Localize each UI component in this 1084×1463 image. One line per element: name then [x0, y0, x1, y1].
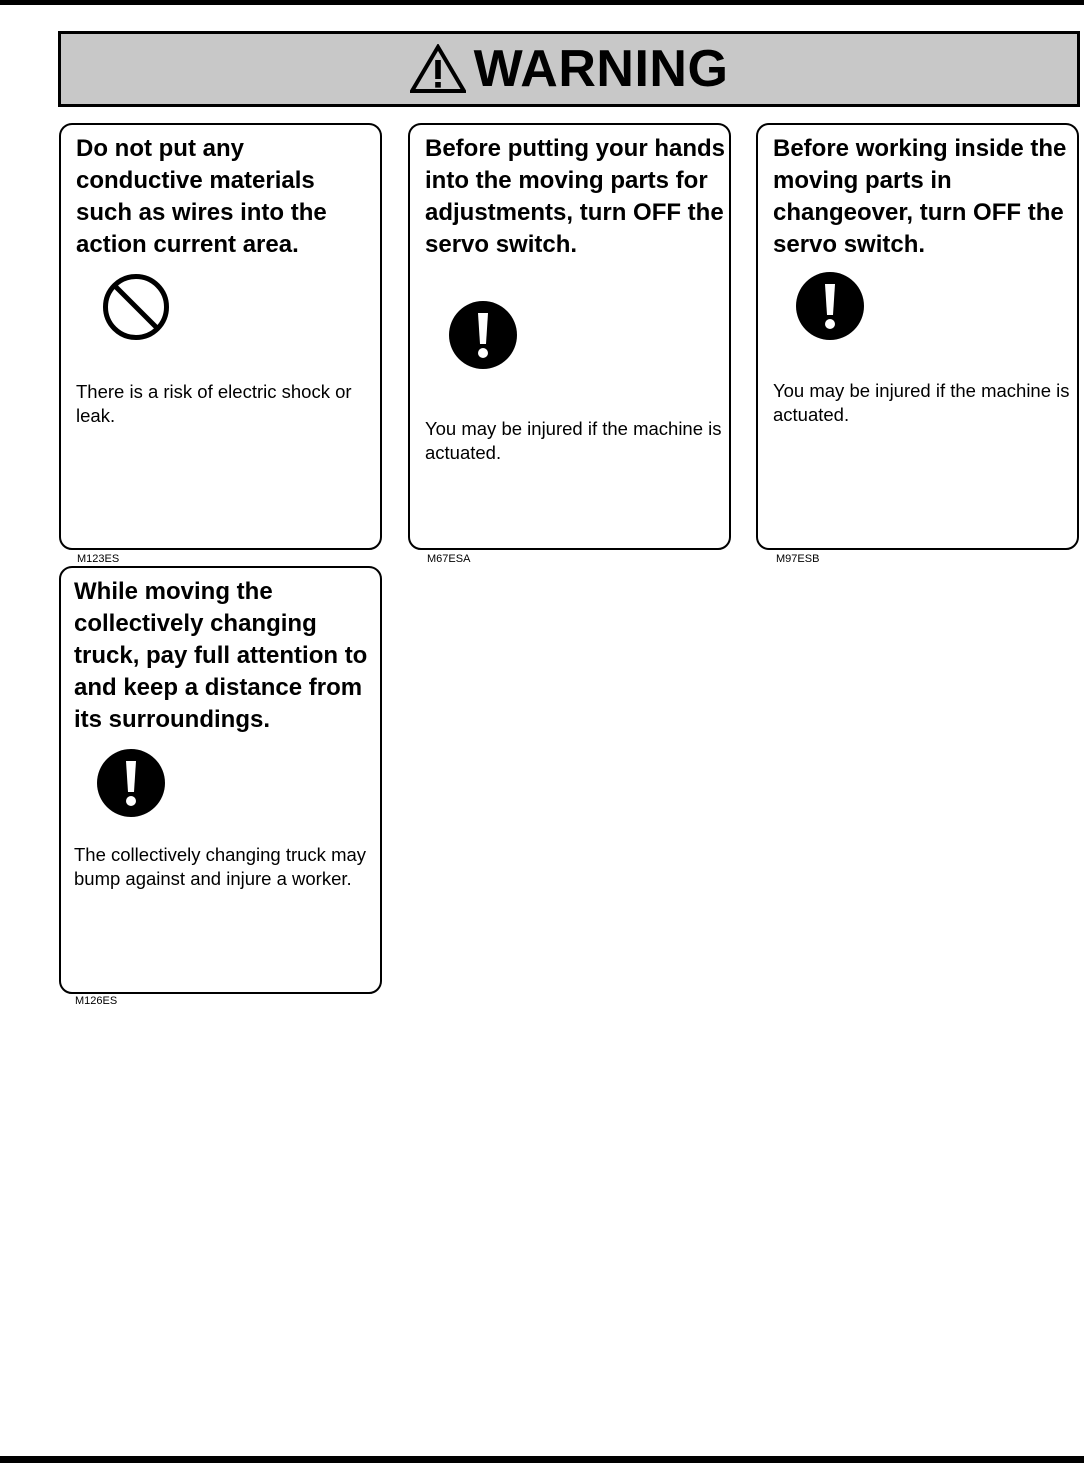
warning-card-changeover	[756, 123, 1079, 550]
warning-banner	[58, 31, 1080, 107]
card-heading: While moving the collectively changing truck, pay full attention to and keep a distance from its surroundings.	[74, 578, 368, 733]
card-heading: Before putting your hands into the moving parts for adjustments, turn OFF the servo switch.	[425, 135, 725, 258]
card-heading: Do not put any conductive materials such as wires into the action current area.	[76, 135, 327, 258]
warning-card-conductive-materials	[59, 123, 382, 550]
mandatory-action-icon	[97, 749, 165, 817]
card-body: The collectively changing truck may bump against and injure a worker.	[74, 844, 367, 889]
warning-title: WARNING	[473, 40, 729, 98]
card-code: M67ESA	[427, 553, 471, 565]
warning-card-hands-moving-parts	[408, 123, 731, 550]
top-rule	[0, 0, 1084, 5]
warning-card-changing-truck	[59, 566, 382, 994]
prohibition-icon	[102, 273, 170, 341]
card-code: M126ES	[75, 995, 118, 1007]
card-code: M123ES	[77, 553, 120, 565]
card-code: M97ESB	[776, 553, 820, 565]
mandatory-action-icon	[449, 301, 517, 369]
warning-triangle-icon	[410, 44, 466, 94]
card-body: There is a risk of electric shock or leak.	[76, 381, 352, 426]
warning-banner-content	[410, 40, 729, 98]
bottom-rule	[0, 1456, 1084, 1463]
card-body: You may be injured if the machine is actuated.	[425, 418, 722, 463]
mandatory-action-icon	[796, 272, 864, 340]
card-body: You may be injured if the machine is actuated.	[773, 380, 1070, 425]
card-heading: Before working inside the moving parts in changeover, turn OFF the servo switch.	[773, 135, 1067, 258]
